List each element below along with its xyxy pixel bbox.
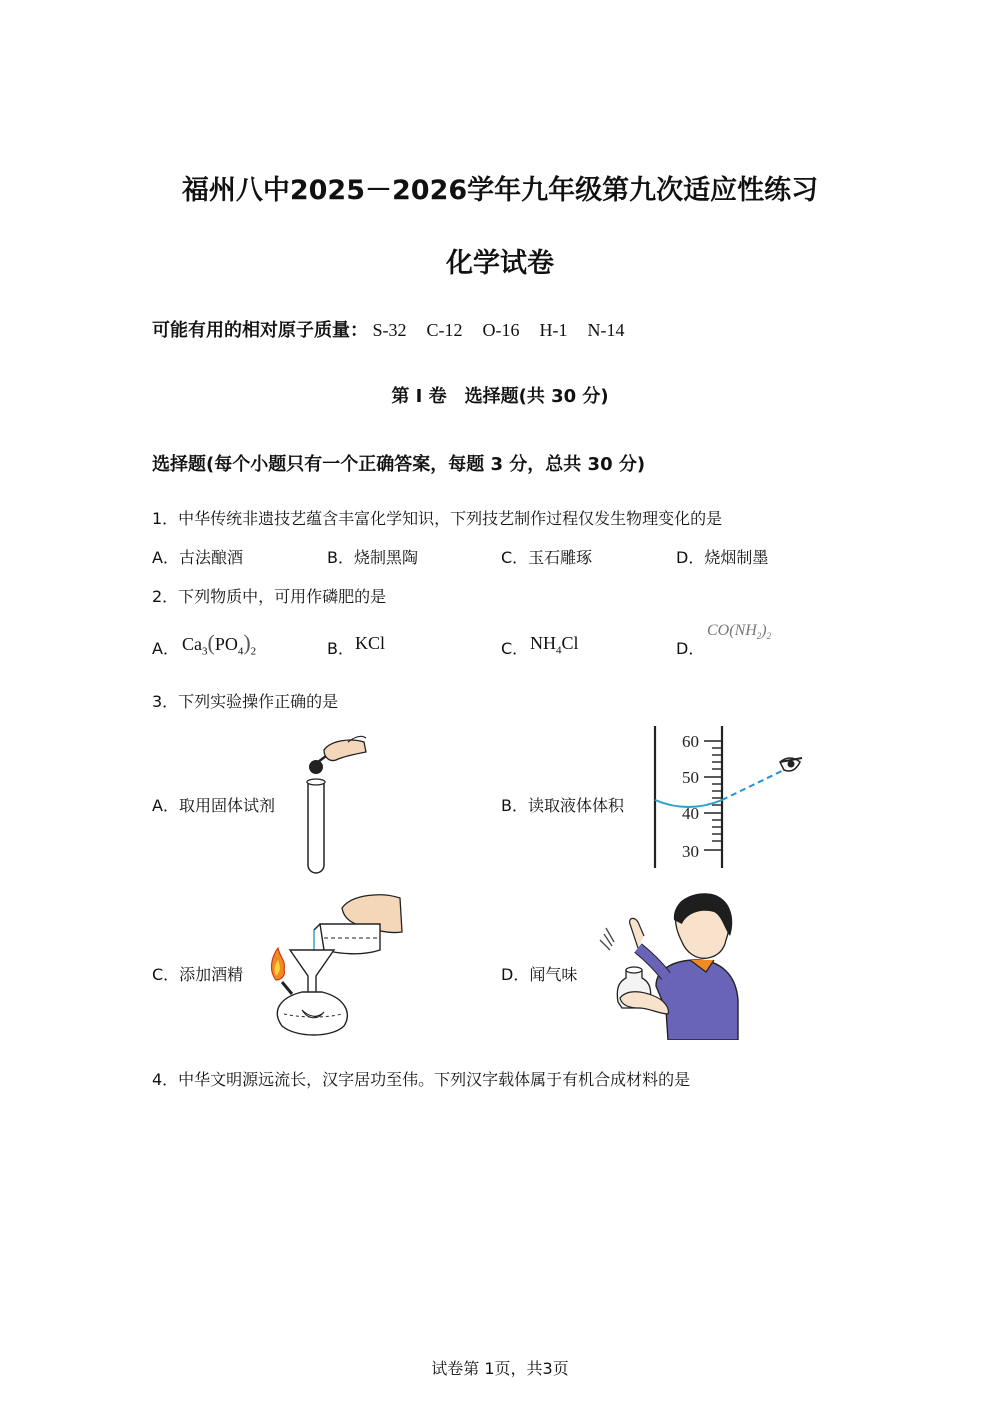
section-title: 第 I 卷 选择题(共 30 分) (391, 386, 609, 407)
q2-option-b[interactable] (327, 636, 354, 659)
atomic-mass-n: N-14 (587, 320, 625, 340)
cylinder-tick-30: 30 (682, 842, 699, 861)
q2-option-a[interactable] (152, 636, 179, 659)
q2-formula-d: $CO(NH_2)_2$ (707, 622, 772, 642)
question-1-stem: 1．中华传统非遗技艺蕴含丰富化学知识，下列技艺制作过程仅发生物理变化的是 (152, 509, 723, 528)
question-3-stem: 3．下列实验操作正确的是 (152, 692, 339, 711)
atomic-mass-s: S-32 (372, 320, 407, 340)
q2-option-d-label: D． (676, 639, 705, 658)
q2-option-c[interactable] (501, 636, 528, 659)
q1-option-c[interactable]: C．玉石雕琢 (501, 548, 593, 567)
eye-icon (780, 758, 802, 771)
q2-formula-b: KCl (355, 633, 386, 653)
atomic-mass-h: H-1 (539, 320, 568, 340)
q2-option-b-label: B． (327, 639, 354, 658)
smelling-gas-illustration (596, 890, 746, 1040)
page-footer: 试卷第 1页，共3页 (431, 1359, 569, 1378)
q3-option-a[interactable]: A．取用固体试剂 (152, 796, 275, 815)
q3-option-b[interactable]: B．读取液体体积 (501, 796, 624, 815)
atomic-mass-c: C-12 (426, 320, 463, 340)
exam-subtitle: 化学试卷 (446, 248, 554, 279)
alcohol-lamp-illustration (262, 890, 412, 1040)
atomic-mass-o: O-16 (482, 320, 520, 340)
graduated-cylinder-illustration (648, 722, 808, 872)
q1-option-a[interactable]: A．古法酿酒 (152, 548, 243, 567)
q1-option-d[interactable]: D．烧烟制墨 (676, 548, 769, 567)
q2-option-c-label: C． (501, 639, 529, 658)
q3-option-d[interactable]: D．闻气味 (501, 965, 578, 984)
cylinder-tick-50: 50 (682, 768, 699, 787)
exam-title: 福州八中2025－2026学年九年级第九次适应性练习 (181, 175, 819, 206)
question-2-stem: 2．下列物质中，可用作磷肥的是 (152, 587, 387, 606)
q2-formula-a: $Ca_3(PO_4)_2$ (182, 630, 257, 658)
q2-formula-c: $NH_4Cl$ (530, 633, 579, 657)
q2-option-a-label: A． (152, 639, 179, 658)
atomic-mass-line (152, 316, 645, 342)
instruction: 选择题(每个小题只有一个正确答案，每题 3 分，总共 30 分) (152, 454, 646, 475)
atomic-mass-label: 可能有用的相对原子质量： (152, 320, 368, 341)
test-tube-solid-illustration (296, 730, 376, 875)
q2-option-d[interactable] (676, 636, 704, 659)
q1-option-b[interactable]: B．烧制黑陶 (327, 548, 418, 567)
question-4-stem: 4．中华文明源远流长，汉字居功至伟。下列汉字载体属于有机合成材料的是 (152, 1070, 691, 1089)
cylinder-tick-40: 40 (682, 804, 699, 823)
q3-option-c[interactable]: C．添加酒精 (152, 965, 244, 984)
cylinder-tick-60: 60 (682, 732, 699, 751)
